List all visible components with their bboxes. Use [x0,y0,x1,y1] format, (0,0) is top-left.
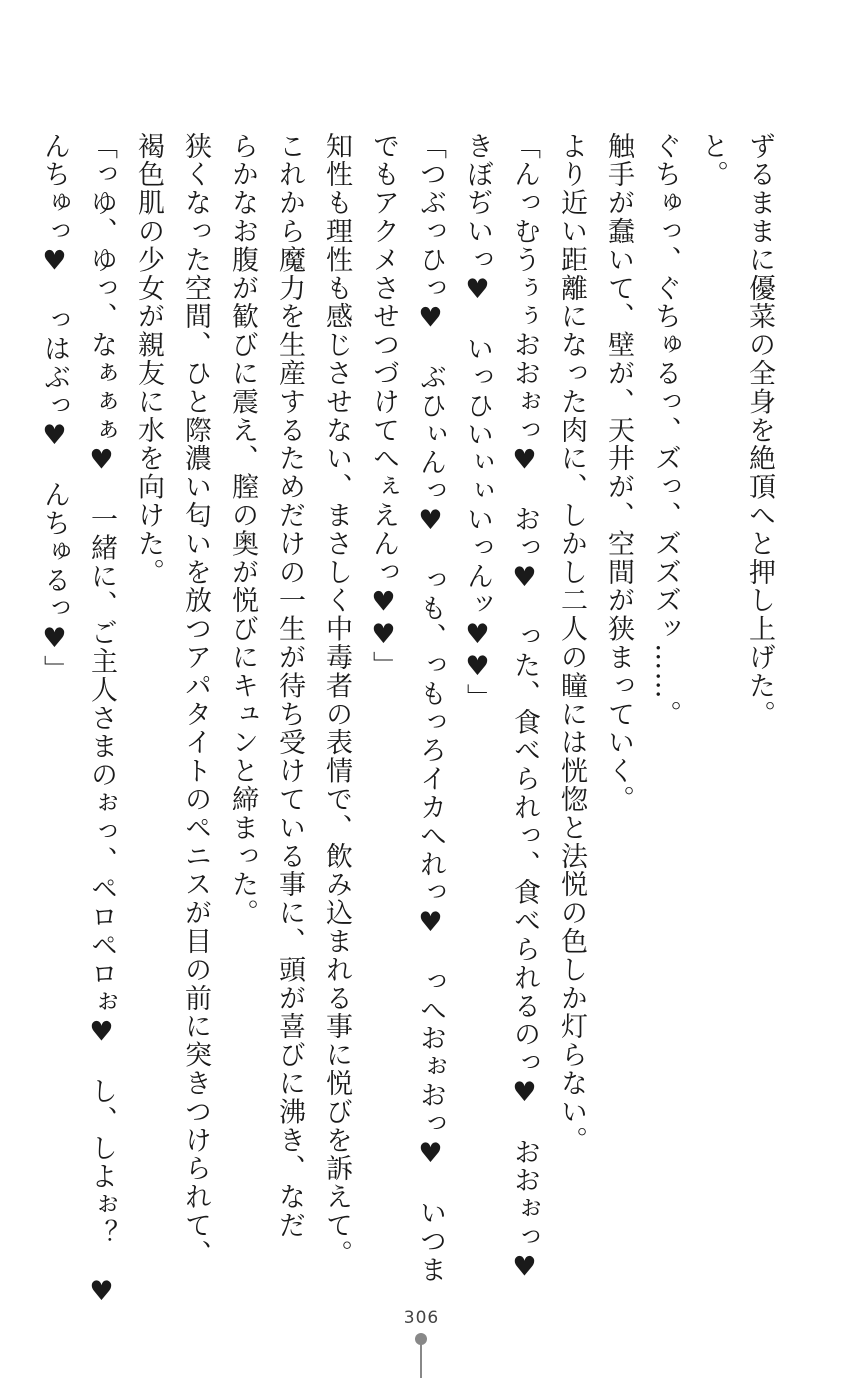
text-line: 「つぶっひっ♥ ぶひぃんっ♥ っも、っもっろイカへれっ♥ っへおぉおっ♥ いつま [415,132,446,1284]
page-number: 306 [403,1308,440,1328]
text-line: きぼぢいっ♥ いっひいぃぃいっんッ♥♥」 [462,132,493,712]
vertical-text-body [31,132,783,1309]
text-line: これから魔力を生産するためだけの一生が待ち受けている事に、頭が喜びに沸き、なだ [274,132,305,1240]
text-line: ずるままに優菜の全身を絶頂へと押し上げた。 [744,132,775,729]
text-line: 褐色肌の少女が親友に水を向けた。 [133,132,164,587]
page-marker-line [420,1344,422,1378]
text-line: より近い距離になった肉に、しかし二人の瞳には恍惚と法悦の色しか灯らない。 [556,132,587,1155]
text-line: でもアクメさせつづけてへぇえんっ♥♥」 [368,132,399,680]
text-line: と。 [697,132,728,189]
text-line: んちゅっ♥ っはぶっ♥ んちゅるっ♥」 [39,132,70,684]
text-line: 触手が蠢いて、壁が、天井が、空間が狭まっていく。 [603,132,634,814]
text-line: 「っゆ、ゆっ、なぁぁぁ♥ 一緒に、ご主人さまのぉっ、ペロペロぉ♥ し、しよぉ？ ♥ [86,132,117,1309]
text-line: 知性も理性も感じさせない、まさしく中毒者の表情で、飲み込まれる事に悦びを訴えて。 [321,132,352,1268]
text-line: ぐちゅっ、ぐちゅるっ、ズっ、ズズズッ……。 [650,132,681,729]
text-line: 「んっむうぅぅおおぉっ♥ おっ♥ った、食べられっ、食べられるのっ♥ おおぉっ♥ [509,132,540,1284]
text-line: 狭くなった空間、ひと際濃い匂いを放つアパタイトのペニスが目の前に突きつけられて、 [180,132,211,1268]
text-line: らかなお腹が歓びに震え、膣の奥が悦びにキュンと締まった。 [227,132,258,928]
